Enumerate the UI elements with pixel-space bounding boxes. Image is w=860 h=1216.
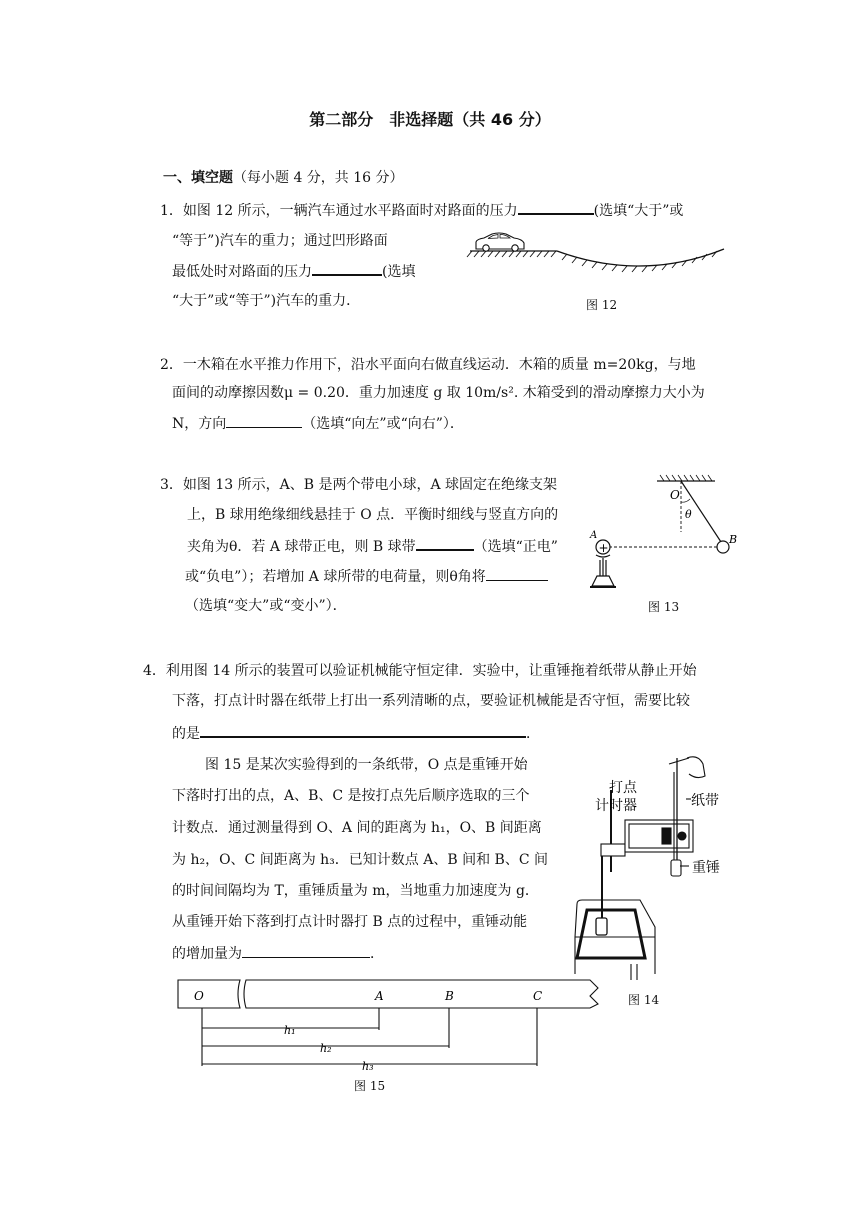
- q4-para-line-6: 从重锤开始下落到打点计时器打 B 点的过程中，重锤动能: [172, 914, 528, 930]
- q4-text: 的增加量为: [172, 946, 242, 962]
- q4-blank-2[interactable]: [242, 943, 370, 958]
- q1-line-2: “等于”)汽车的重力；通过凹形路面: [172, 233, 388, 249]
- q3-text: 或“负电”）；若增加 A 球所带的电荷量，则θ角将: [185, 569, 486, 585]
- figure-12-caption: 图 12: [586, 298, 618, 312]
- q3-line-1: 3．如图 13 所示，A、B 是两个带电小球，A 球固定在绝缘支架: [160, 477, 558, 493]
- theta-label: θ: [685, 508, 692, 521]
- hammer-label: 重锤: [692, 860, 720, 876]
- q4-text: 的是: [172, 726, 200, 742]
- q4-blank-1[interactable]: [200, 722, 526, 738]
- q2-line-1: 2．一木箱在水平推力作用下，沿水平面向右做直线运动．木箱的质量 m=20kg，与地: [160, 357, 696, 373]
- q4-para-line-7: 的增加量为 ．: [172, 943, 384, 964]
- q3-line-5: （选填“变大”或“变小”）．: [185, 598, 347, 614]
- car-icon: [476, 233, 524, 251]
- q2-blank-direction[interactable]: [226, 413, 302, 428]
- q3-text: 夹角为θ．若 A 球带正电，则 B 球带: [187, 539, 416, 555]
- figure-13-caption: 图 13: [648, 600, 680, 614]
- q4-line-2: 下落，打点计时器在纸带上打出一系列清晰的点，要验证机械能是否守恒，需要比较: [172, 693, 690, 709]
- q4-line-3: 的是 ．: [172, 722, 540, 744]
- figure-13-diagram: [580, 472, 740, 592]
- q2-text: （选填“向左”或“向右”）．: [302, 416, 464, 432]
- point-b: B: [445, 989, 454, 1003]
- section-heading: [163, 167, 404, 187]
- q4-para-line-3: 计数点．通过测量得到 O、A 间的距离为 h₁，O、B 间距离: [172, 820, 542, 836]
- section-note: （每小题 4 分，共 16 分）: [233, 170, 404, 186]
- point-o-label: O: [670, 488, 680, 502]
- q2-text: N，方向: [172, 416, 227, 432]
- h1-label: h₁: [284, 1024, 296, 1037]
- page-title: 第二部分 非选择题（共 46 分）: [309, 110, 551, 129]
- tape-label: 纸带: [691, 793, 719, 809]
- q1-line-4: “大于”或“等于”)汽车的重力．: [172, 293, 361, 309]
- q1-text: (选填“大于”或: [593, 203, 684, 219]
- q4-line-1: 4．利用图 14 所示的装置可以验证机械能守恒定律．实验中，让重锤拖着纸带从静止开始: [143, 663, 697, 679]
- q2-line-3: [172, 413, 464, 434]
- point-a: A: [375, 989, 384, 1003]
- q3-text: （选填“正电”: [473, 539, 558, 555]
- q4-para-line-1: 图 15 是某次实验得到的一条纸带，O 点是重锤开始: [205, 757, 528, 773]
- h3-label: h₃: [362, 1060, 374, 1072]
- q4-para-line-5: 的时间间隔均为 T，重锤质量为 m，当地重力加速度为 g．: [172, 883, 539, 899]
- q3-line-2: 上，B 球用绝缘细线悬挂于 O 点．平衡时细线与竖直方向的: [187, 507, 559, 523]
- h2-label: h₂: [320, 1042, 332, 1055]
- q2-line-2: 面间的动摩擦因数μ = 0.20．重力加速度 g 取 10m/s². 木箱受到的滑动摩擦力大小为: [172, 385, 705, 401]
- q3-line-3: [187, 535, 558, 557]
- timer-label-2: 计时器: [595, 798, 637, 814]
- q3-blank-1[interactable]: [416, 535, 474, 551]
- q1-text: 1．如图 12 所示，一辆汽车通过水平路面时对路面的压力: [160, 203, 518, 219]
- ball-b-label: B: [729, 533, 738, 546]
- figure-14-caption: 图 14: [628, 993, 660, 1007]
- figure-15-caption: 图 15: [354, 1079, 386, 1093]
- q1-text: (选填: [382, 264, 416, 280]
- plus-sign: +: [598, 541, 609, 555]
- q1-blank-1[interactable]: [518, 199, 594, 215]
- timer-label: 打点: [609, 780, 637, 796]
- q3-line-4: [185, 566, 548, 587]
- point-o: O: [194, 989, 204, 1003]
- ball-b: [717, 541, 729, 553]
- q1-line-3: [172, 260, 415, 282]
- q1-blank-2[interactable]: [312, 260, 382, 276]
- insulated-stand: [590, 555, 616, 587]
- figure-15-paper-tape: [170, 972, 610, 1072]
- q1-line-1: [160, 199, 683, 221]
- figure-12-road-diagram: [462, 220, 732, 280]
- q3-blank-2[interactable]: [486, 566, 548, 581]
- q1-text: 最低处时对路面的压力: [172, 264, 312, 280]
- section-title: 一、填空题: [163, 170, 233, 186]
- point-c: C: [533, 989, 543, 1003]
- q4-para-line-4: 为 h₂，O、C 间距离为 h₃．已知计数点 A、B 间和 B、C 间: [172, 852, 548, 868]
- figure-14-apparatus: [565, 752, 740, 982]
- ball-a-label: A: [590, 530, 598, 541]
- q4-para-line-2: 下落时打出的点，A、B、C 是按打点先后顺序选取的三个: [172, 788, 530, 804]
